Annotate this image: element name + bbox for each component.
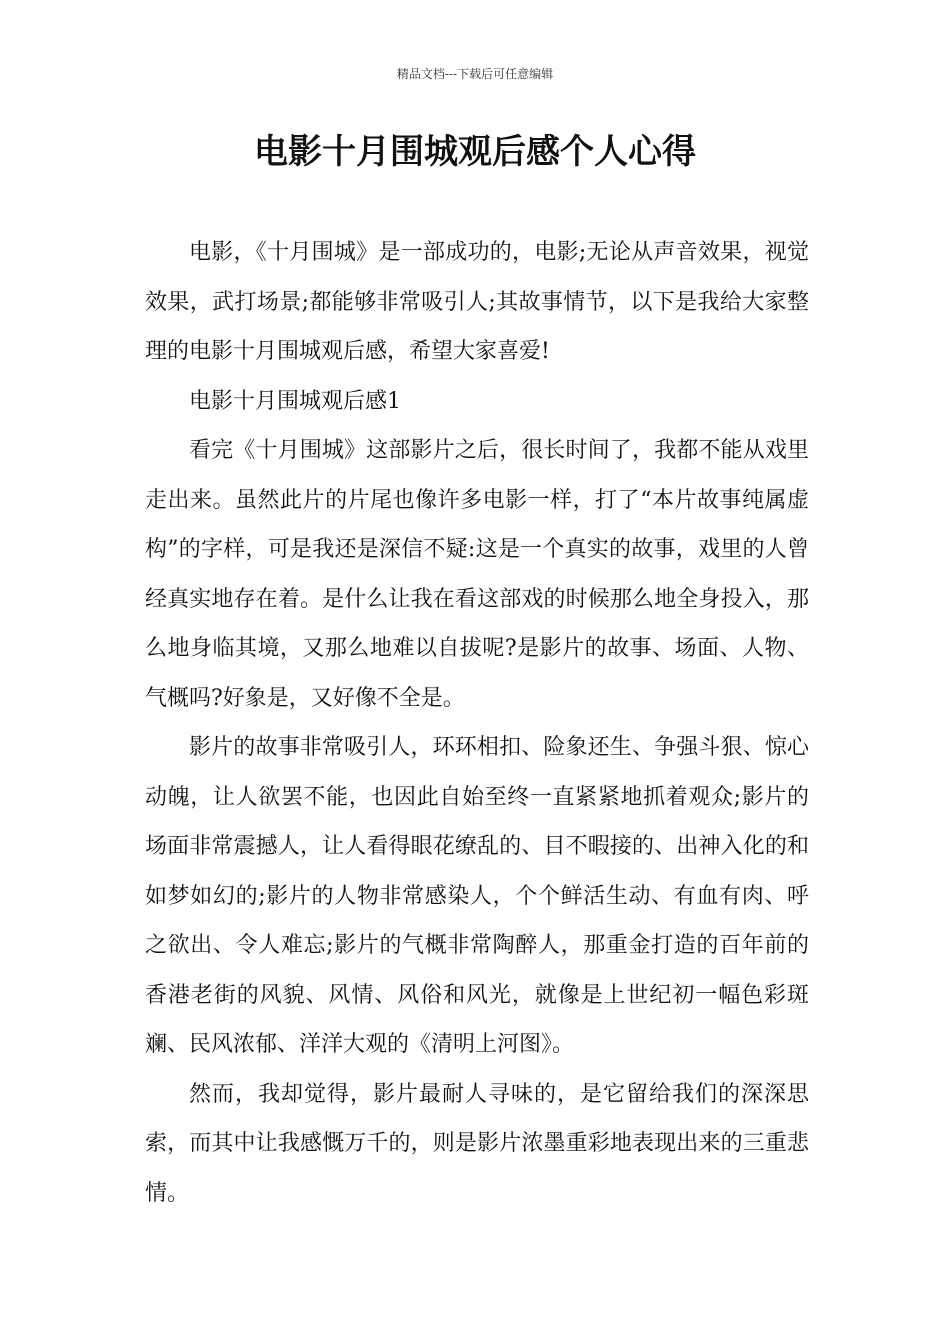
article-body <box>145 228 809 1218</box>
paragraph: 影片的故事非常吸引人，环环相扣、险象还生、争强斗狠、惊心动魄，让人欲罢不能，也因此自始至终一直紧紧地抓着观众;影片的场面非常震撼人，让人看得眼花缭乱的、目不暇接的、出神入化的和如梦如幻的;影片的人物非常感染人，个个鲜活生动、有血有肉、呼之欲出、令人难忘;影片的气概非常陶醉人，那重金打造的百年前的香港老街的风貌、风情、风俗和风光，就像是上世纪初一幅色彩斑斓、民风浓郁、洋洋大观的《清明上河图》。 <box>145 735 809 1057</box>
page-title: 电影十月围城观后感个人心得 <box>254 132 696 172</box>
paragraph: 看完《十月围城》这部影片之后，很长时间了，我都不能从戏里走出来。虽然此片的片尾也像许多电影一样，打了“本片故事纯属虚构”的字样，可是我还是深信不疑:这是一个真实的故事，戏里的人曾经真实地存在着。是什么让我在看这部戏的时候那么地全身投入，那么地身临其境，又那么地难以自拔呢?是影片的故事、场面、人物、气概吗?好象是，又好像不全是。 <box>145 438 809 711</box>
section-heading: 电影十月围城观后感1 <box>189 388 401 414</box>
header-note: 精品文档---下载后可任意编辑 <box>396 67 554 81</box>
intro-paragraph: 电影，《十月围城》是一部成功的，电影;无论从声音效果，视觉效果，武打场景;都能够非常吸引人;其故事情节，以下是我给大家整理的电影十月围城观后感，希望大家喜爱! <box>145 240 809 364</box>
paragraph: 然而，我却觉得，影片最耐人寻味的，是它留给我们的深深思索，而其中让我感慨万千的，则是影片浓墨重彩地表现出来的三重悲情。 <box>145 1081 809 1206</box>
